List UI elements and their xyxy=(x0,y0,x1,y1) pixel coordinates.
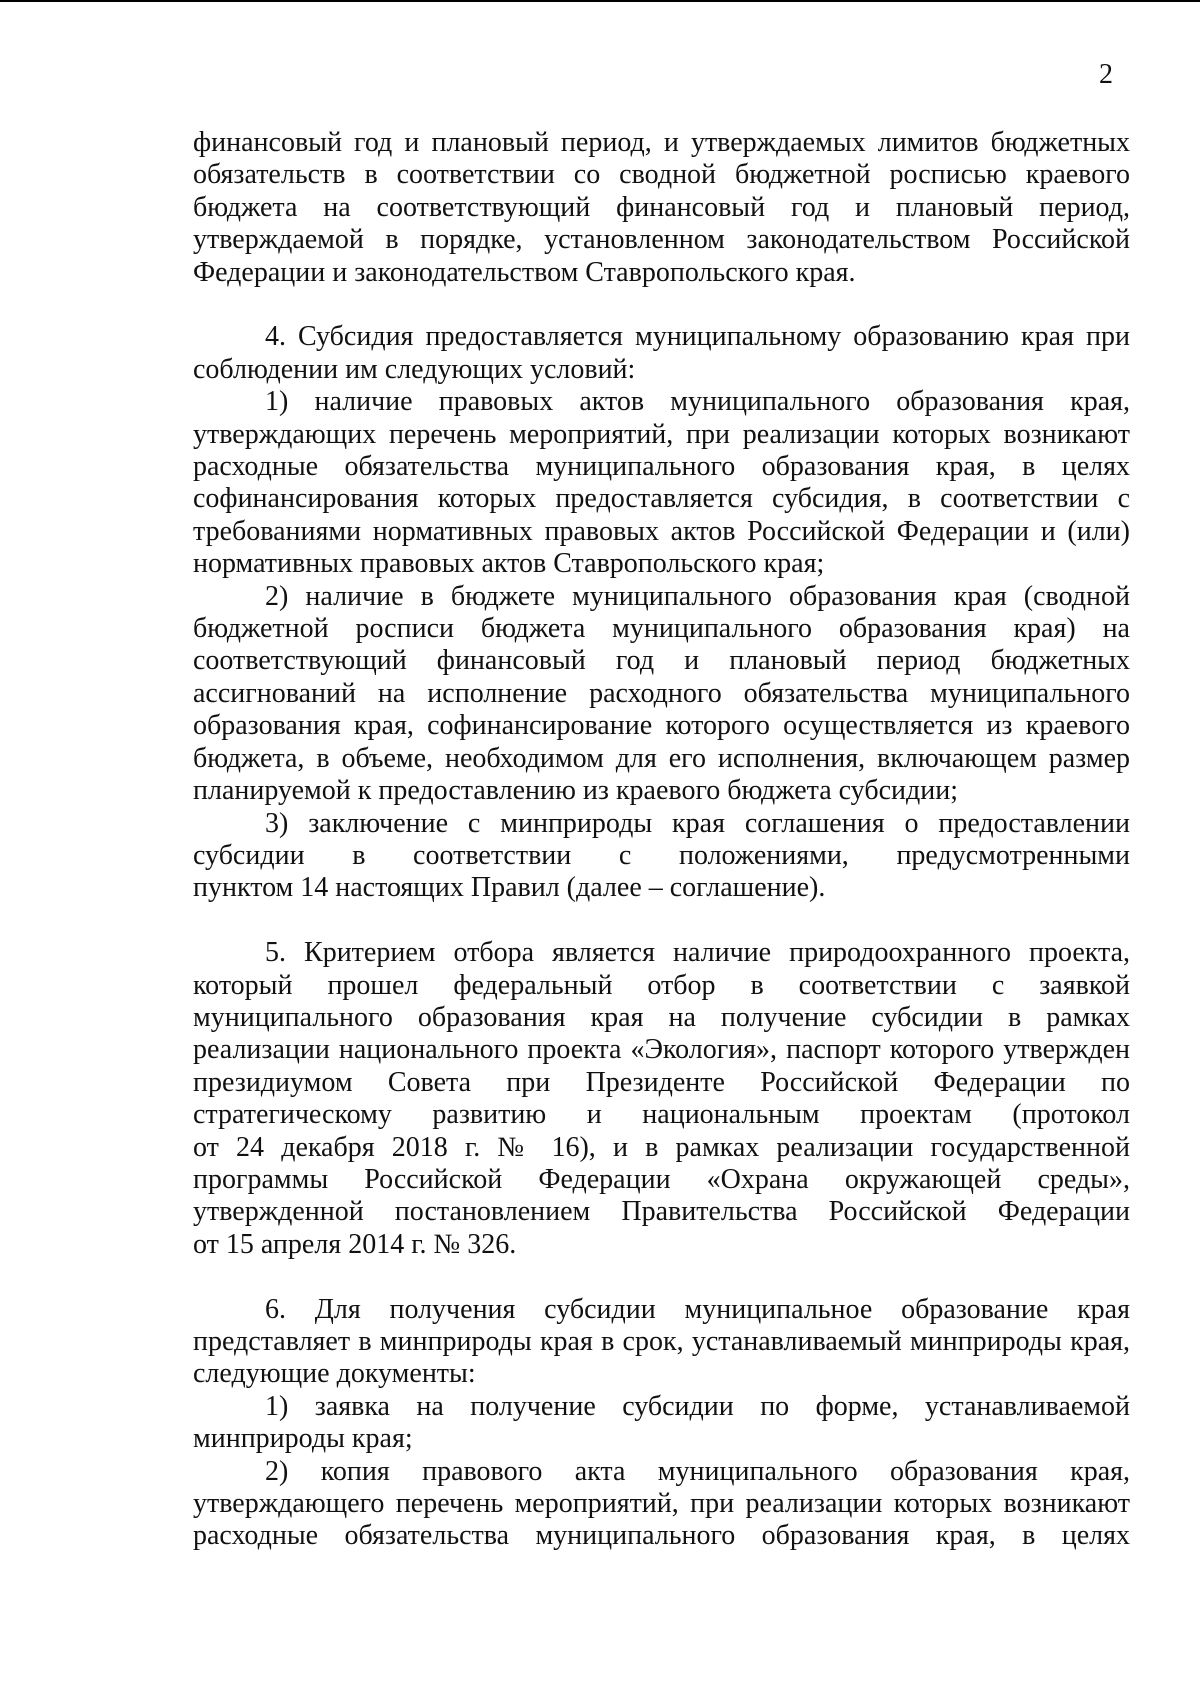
text-line: соблюдении им следующих условий: xyxy=(193,353,636,385)
text-line: минприроды края; xyxy=(193,1423,413,1455)
text-line: образования края, софинансирование которого осуществляется из краевого xyxy=(193,710,1130,742)
text-line: пунктом 14 настоящих Правил (далее – соглашение). xyxy=(193,872,826,904)
text-line: утвержденной постановлением Правительства Российской Федерации xyxy=(193,1196,1130,1228)
text-line: расходные обязательства муниципального образования края, в целях xyxy=(193,451,1130,483)
text-line: от 24 декабря 2018 г. № 16), и в рамках реализации государственной xyxy=(193,1131,1130,1163)
text-line: бюджета на соответствующий финансовый год и плановый период, xyxy=(193,191,1130,223)
text-line: 2) копия правового акта муниципального образования края, xyxy=(265,1455,1130,1487)
text-line: соответствующий финансовый год и плановый период бюджетных xyxy=(193,645,1130,677)
text-line: президиумом Совета при Президенте Российской Федерации по xyxy=(193,1066,1130,1098)
text-line: субсидии в соответствии с положениями, предусмотренными xyxy=(193,839,1130,871)
text-line: нормативных правовых актов Ставропольского края; xyxy=(193,548,825,580)
text-line: бюджетной росписи бюджета муниципального образования края) на xyxy=(193,613,1130,645)
paragraph-gap xyxy=(193,1261,1130,1293)
text-line: 1) наличие правовых актов муниципального образования края, xyxy=(265,386,1130,418)
text-line: обязательств в соответствии со сводной бюджетной росписью краевого xyxy=(193,159,1130,191)
text-line: 4. Субсидия предоставляется муниципальному образованию края при xyxy=(265,321,1130,353)
page-top-border xyxy=(0,0,1200,2)
text-line: утверждающих перечень мероприятий, при реализации которых возникают xyxy=(193,418,1130,450)
text-line: расходные обязательства муниципального образования края, в целях xyxy=(193,1520,1130,1552)
text-line: 5. Критерием отбора является наличие природоохранного проекта, xyxy=(265,937,1130,969)
text-line: муниципального образования края на получение субсидии в рамках xyxy=(193,1001,1130,1033)
text-line: стратегическому развитию и национальным проектам (протокол xyxy=(193,1099,1130,1131)
text-line: софинансирования которых предоставляется субсидия, в соответствии с xyxy=(193,483,1130,515)
paragraph-gap xyxy=(193,905,1130,937)
text-line: 6. Для получения субсидии муниципальное образование края xyxy=(265,1293,1130,1325)
text-line: утверждающего перечень мероприятий, при реализации которых возникают xyxy=(193,1488,1130,1520)
text-line: утверждаемой в порядке, установленном законодательством Российской xyxy=(193,224,1130,256)
text-line: планируемой к предоставлению из краевого бюджета субсидии; xyxy=(193,775,958,807)
paragraph xyxy=(193,937,1130,1261)
text-line: представляет в минприроды края в срок, устанавливаемый минприроды края, xyxy=(193,1325,1130,1357)
paragraph xyxy=(193,127,1130,289)
text-line: требованиями нормативных правовых актов Российской Федерации и (или) xyxy=(193,515,1130,547)
text-line: следующие документы: xyxy=(193,1358,476,1390)
text-line: который прошел федеральный отбор в соответствии с заявкой xyxy=(193,969,1130,1001)
page-number: 2 xyxy=(1099,59,1113,90)
text-line: программы Российской Федерации «Охрана окружающей среды», xyxy=(193,1163,1130,1195)
text-line: от 15 апреля 2014 г. № 326. xyxy=(193,1228,517,1260)
text-line: Федерации и законодательством Ставропольского края. xyxy=(193,256,856,288)
text-line: реализации национального проекта «Экология», паспорт которого утвержден xyxy=(193,1034,1130,1066)
paragraph xyxy=(193,321,1130,904)
paragraph xyxy=(193,1294,1130,1553)
text-line: 3) заключение с минприроды края соглашения о предоставлении xyxy=(265,807,1130,839)
text-line: 1) заявка на получение субсидии по форме, устанавливаемой xyxy=(265,1390,1130,1422)
document-body xyxy=(193,127,1130,1553)
text-line: финансовый год и плановый период, и утверждаемых лимитов бюджетных xyxy=(193,127,1130,158)
text-line: бюджета, в объеме, необходимом для его исполнения, включающем размер xyxy=(193,742,1130,774)
text-line: 2) наличие в бюджете муниципального образования края (сводной xyxy=(265,580,1130,612)
text-line: ассигнований на исполнение расходного обязательства муниципального xyxy=(193,677,1130,709)
paragraph-gap xyxy=(193,289,1130,321)
